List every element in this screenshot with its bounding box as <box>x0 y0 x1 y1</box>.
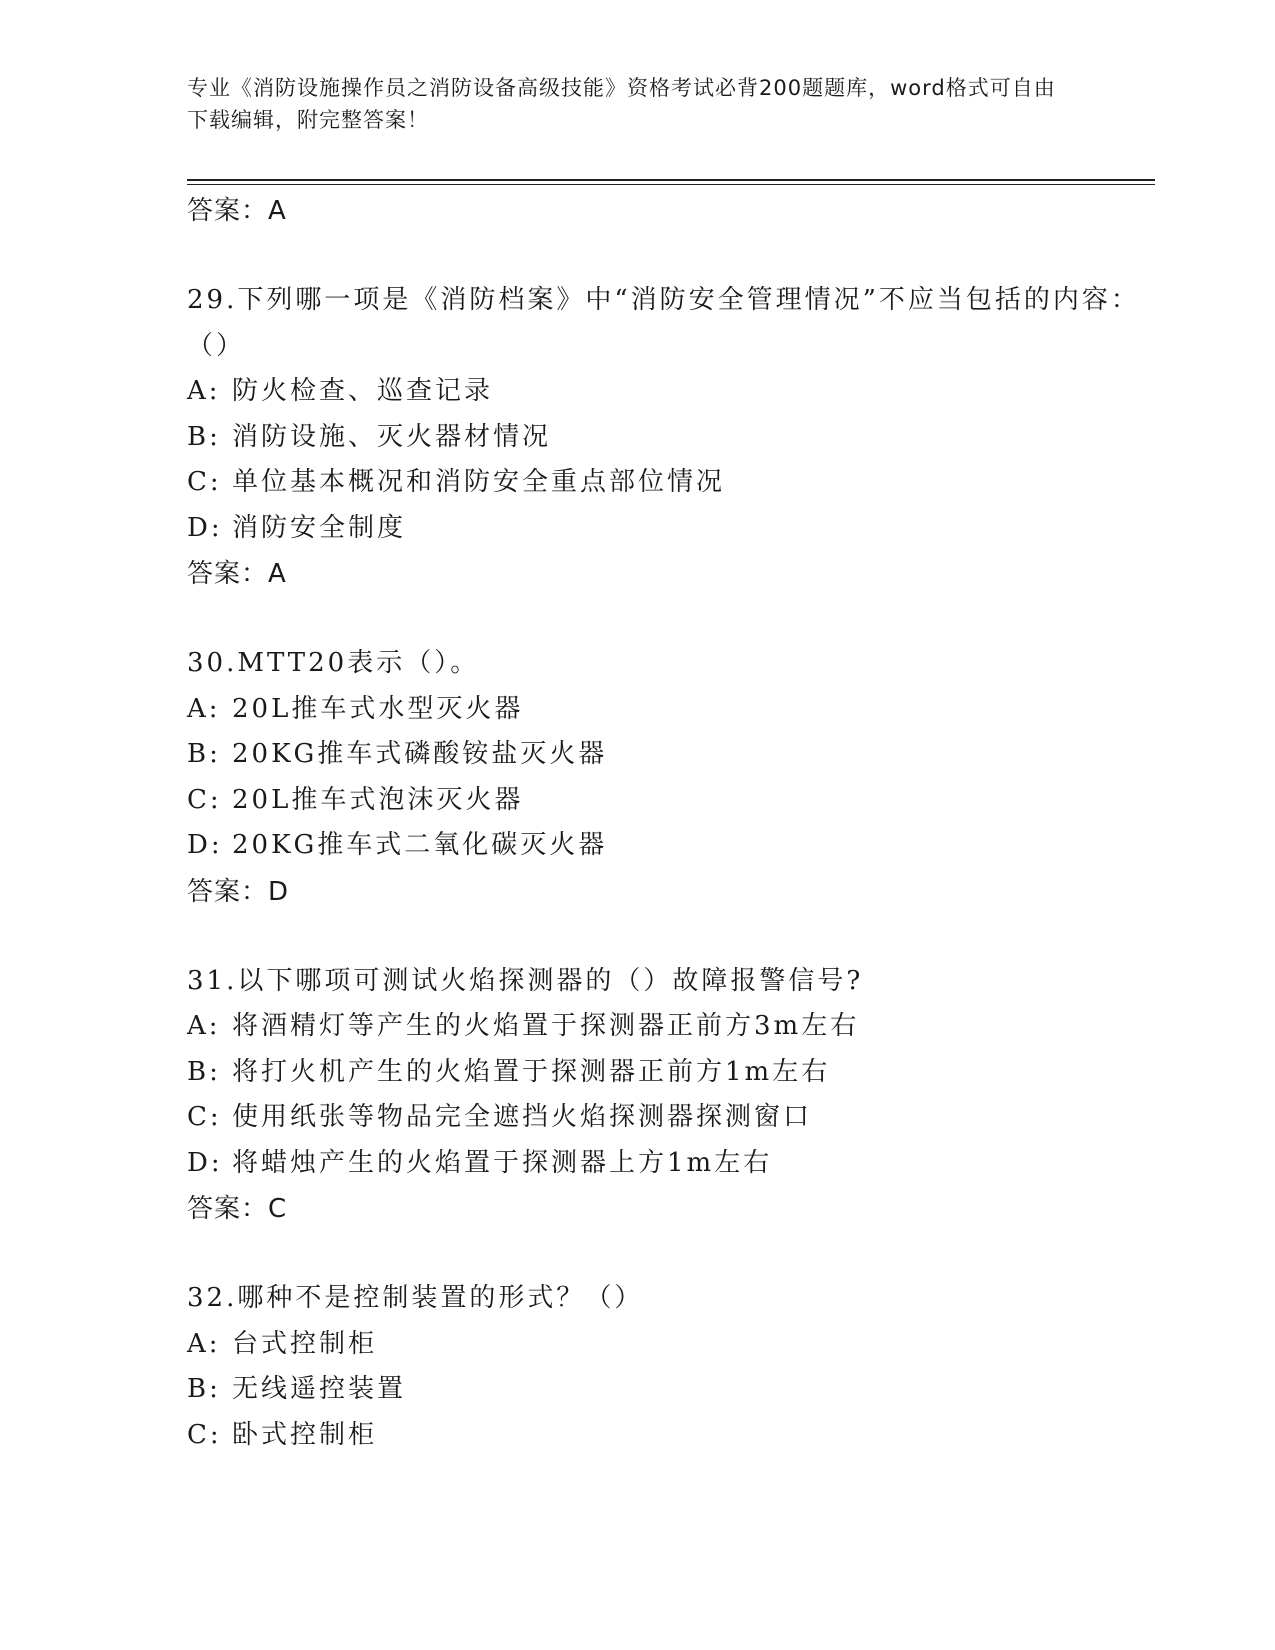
option-letter: C: <box>187 784 222 815</box>
question-text: 31.以下哪项可测试火焰探测器的（）故障报警信号? <box>187 965 864 996</box>
option-a <box>187 687 1147 733</box>
option-text: 单位基本概况和消防安全重点部位情况 <box>232 467 726 497</box>
answer-value: A <box>268 196 287 226</box>
option-letter: C: <box>187 1102 222 1132</box>
option-text: 将蜡烛产生的火焰置于探测器上方1m左右 <box>232 1147 773 1178</box>
answer-label: 答案： <box>187 876 269 907</box>
option-b <box>187 732 1147 778</box>
option-text: 将打火机产生的火焰置于探测器正前方1m左右 <box>232 1056 831 1087</box>
option-d <box>187 1141 1147 1187</box>
option-letter: B: <box>187 1374 221 1404</box>
question-text: 30.MTT20表示（）。 <box>187 648 480 678</box>
answer-line <box>187 1186 1147 1232</box>
answer-line <box>187 188 1147 234</box>
answer-label: 答案： <box>187 559 269 589</box>
option-text: 使用纸张等物品完全遮挡火焰探测器探测窗口 <box>232 1102 813 1132</box>
option-c <box>187 778 1147 824</box>
answer-label: 答案： <box>187 1194 269 1224</box>
question-block <box>187 641 1147 915</box>
option-letter: C: <box>187 1419 222 1450</box>
header-rule-thin <box>187 184 1155 185</box>
option-text: 消防安全制度 <box>232 512 407 543</box>
option-letter: B: <box>187 1056 221 1087</box>
option-text: 无线遥控装置 <box>232 1374 407 1404</box>
option-a <box>187 1322 1147 1368</box>
question-text: 29.下列哪一项是《消防档案》中“消防安全管理情况”不应当包括的内容：（） <box>187 285 1140 361</box>
option-d <box>187 506 1147 552</box>
question-list <box>187 188 1147 1458</box>
answer-value: D <box>268 876 290 907</box>
option-text: 卧式控制柜 <box>232 1419 378 1450</box>
option-text: 消防设施、灭火器材情况 <box>232 421 552 452</box>
option-a <box>187 369 1147 415</box>
option-letter: D: <box>187 512 223 543</box>
option-d <box>187 823 1147 869</box>
option-b <box>187 1367 1147 1413</box>
option-letter: A: <box>187 693 221 724</box>
option-text: 20KG推车式二氧化碳灭火器 <box>232 830 608 860</box>
option-letter: B: <box>187 421 221 452</box>
option-text: 20KG推车式磷酸铵盐灭火器 <box>232 739 608 769</box>
option-text: 将酒精灯等产生的火焰置于探测器正前方3m左右 <box>232 1011 860 1041</box>
option-text: 20L推车式泡沫灭火器 <box>232 784 524 815</box>
option-c <box>187 1413 1147 1459</box>
option-letter: A: <box>187 1011 221 1041</box>
question-block <box>187 278 1147 597</box>
option-text: 20L推车式水型灭火器 <box>232 693 524 724</box>
header-rule-thick <box>187 179 1155 181</box>
option-b <box>187 415 1147 461</box>
question-block <box>187 959 1147 1233</box>
option-letter: D: <box>187 1147 223 1178</box>
answer-line <box>187 551 1147 597</box>
option-b <box>187 1050 1147 1096</box>
question-text: 32.哪种不是控制装置的形式？（） <box>187 1283 644 1313</box>
answer-line <box>187 869 1147 915</box>
option-letter: B: <box>187 739 221 769</box>
option-letter: D: <box>187 830 223 860</box>
option-letter: A: <box>187 1328 221 1359</box>
option-text: 台式控制柜 <box>232 1328 378 1359</box>
answer-label: 答案： <box>187 196 269 226</box>
answer-value: A <box>268 559 287 589</box>
document-header: 专业《消防设施操作员之消防设备高级技能》资格考试必背200题题库，word格式可自由下载编辑，附完整答案！ <box>187 76 1056 132</box>
option-a <box>187 1004 1147 1050</box>
option-c <box>187 1095 1147 1141</box>
answer-value: C <box>268 1194 288 1224</box>
option-letter: C: <box>187 467 222 497</box>
option-c <box>187 460 1147 506</box>
option-letter: A: <box>187 376 221 406</box>
question-block <box>187 1276 1147 1458</box>
option-text: 防火检查、巡查记录 <box>232 376 494 406</box>
